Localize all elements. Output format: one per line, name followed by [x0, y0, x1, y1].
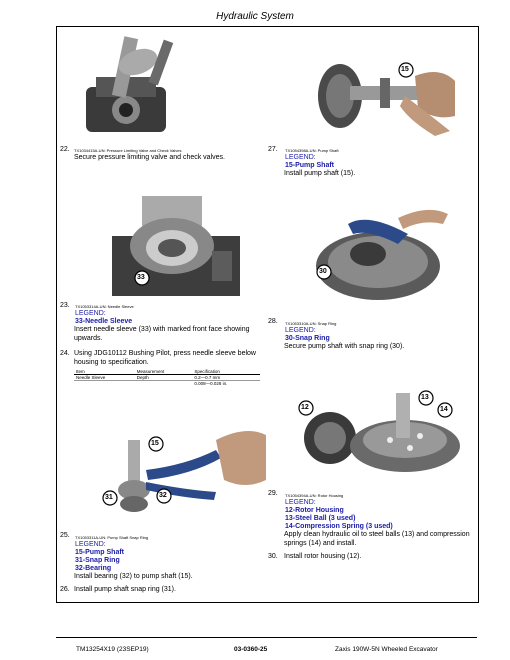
callout-14-compression-spring: 14 — [440, 406, 448, 413]
step-29-legend — [285, 499, 393, 531]
callout-30-snap-ring: 30 — [319, 268, 327, 275]
footer-manual-id: TM13254X19 (23SEP19) — [76, 646, 149, 653]
step-25-caption: TX1053311A-UN: Pump Shaft Snap Ring — [75, 535, 149, 540]
step-23-text: Insert needle sleeve (33) with marked front face showing upwards. — [74, 326, 250, 342]
callout-13-steel-ball: 13 — [421, 394, 429, 401]
step-25-number: 25. — [60, 532, 70, 539]
step-27-number: 27. — [268, 146, 278, 153]
step-28-number: 28. — [268, 318, 278, 325]
callout-33-needle-sleeve: 33 — [137, 274, 145, 281]
step-28-caption: TX1053310A-UN: Snap Ring — [285, 321, 337, 326]
legend-item: 31-Snap Ring — [75, 557, 120, 564]
spec-header-measurement: Measurement — [135, 369, 193, 375]
step-26-text: Install pump shaft snap ring (31). — [74, 586, 176, 593]
legend-title: LEGEND: — [285, 154, 316, 161]
step-26-number: 26. — [60, 586, 70, 593]
legend-title: LEGEND: — [75, 310, 106, 317]
step-24-text: Using JDG10112 Bushing Pilot, press needle sleeve below housing to specification. — [74, 350, 256, 366]
step-28-text: Secure pump shaft with snap ring (30). — [284, 343, 405, 350]
step-28-legend — [285, 327, 330, 343]
legend-item: 15-Pump Shaft — [285, 162, 335, 169]
photo-snap-ring — [308, 204, 458, 308]
step-27-caption: TX1054398A-UN: Pump Shaft — [285, 148, 339, 153]
step-29-number: 29. — [268, 490, 278, 497]
legend-title: LEGEND: — [285, 499, 316, 506]
footer-product-name: Zaxis 190W-5N Wheeled Excavator — [335, 646, 438, 653]
footer-page-number: 03-0360-25 — [234, 646, 268, 653]
photo-pump-shaft-snap-ring — [96, 420, 266, 520]
legend-item: 33-Needle Sleeve — [75, 318, 133, 325]
footer-rule — [56, 637, 477, 638]
legend-title: LEGEND: — [285, 327, 316, 334]
step-29-caption: TX1054394A-UN: Rotor Housing — [285, 493, 344, 498]
step-25-legend — [75, 541, 124, 573]
step-25-text: Install bearing (32) to pump shaft (15). — [74, 573, 193, 580]
photo-pressure-limiting-valve — [66, 32, 184, 144]
step-22-number: 22. — [60, 146, 70, 153]
callout-32-bearing: 32 — [159, 492, 167, 499]
spec-header-item: Item — [74, 369, 135, 375]
step-27-legend — [285, 154, 334, 170]
spec-header-specification: Specification — [192, 369, 260, 375]
legend-item: 12-Rotor Housing — [285, 507, 344, 514]
legend-item: 15-Pump Shaft — [75, 549, 125, 556]
step-23-legend — [75, 310, 132, 326]
legend-item: 14-Compression Spring (3 used) — [285, 523, 393, 530]
step-23-caption: TX1053314A-UN: Needle Sleeve — [75, 304, 134, 309]
step-27-text: Install pump shaft (15). — [284, 170, 356, 177]
step-30-number: 30. — [268, 553, 278, 560]
step-30-text: Install rotor housing (12). — [284, 553, 362, 560]
page-header-title: Hydraulic System — [216, 11, 294, 22]
callout-31-snap-ring: 31 — [105, 494, 113, 501]
photo-needle-sleeve — [112, 196, 240, 296]
spec-table — [74, 369, 260, 386]
spec-cell-measurement: Depth — [135, 375, 193, 381]
photo-pump-shaft — [310, 36, 460, 136]
legend-item: 30-Snap Ring — [285, 335, 330, 342]
callout-15-pump-shaft: 15 — [151, 440, 159, 447]
callout-15-pump-shaft: 15 — [401, 66, 409, 73]
photo-rotor-housing — [290, 388, 465, 480]
table-row — [74, 381, 260, 387]
legend-item: 13-Steel Ball (3 used) — [285, 515, 356, 522]
legend-title: LEGEND: — [75, 541, 106, 548]
step-22-text: Secure pressure limiting valve and check valves. — [74, 154, 225, 161]
spec-cell-spec-imperial: 0.008—0.028 in. — [194, 381, 228, 386]
spec-cell-item: Needle Sleeve — [74, 375, 135, 381]
legend-item: 32-Bearing — [75, 565, 112, 572]
callout-12-rotor-housing: 12 — [301, 404, 309, 411]
step-29-text: Apply clean hydraulic oil to steel balls (13) and compression springs (14) and install. — [284, 531, 470, 547]
step-23-number: 23. — [60, 302, 70, 309]
spec-cell-spec-metric: 0.2—0.7 mm — [192, 375, 260, 381]
step-22-caption: TX1034415A-UN: Pressure Limiting Valve and Check Valves — [74, 148, 182, 153]
step-24-number: 24. — [60, 350, 70, 357]
